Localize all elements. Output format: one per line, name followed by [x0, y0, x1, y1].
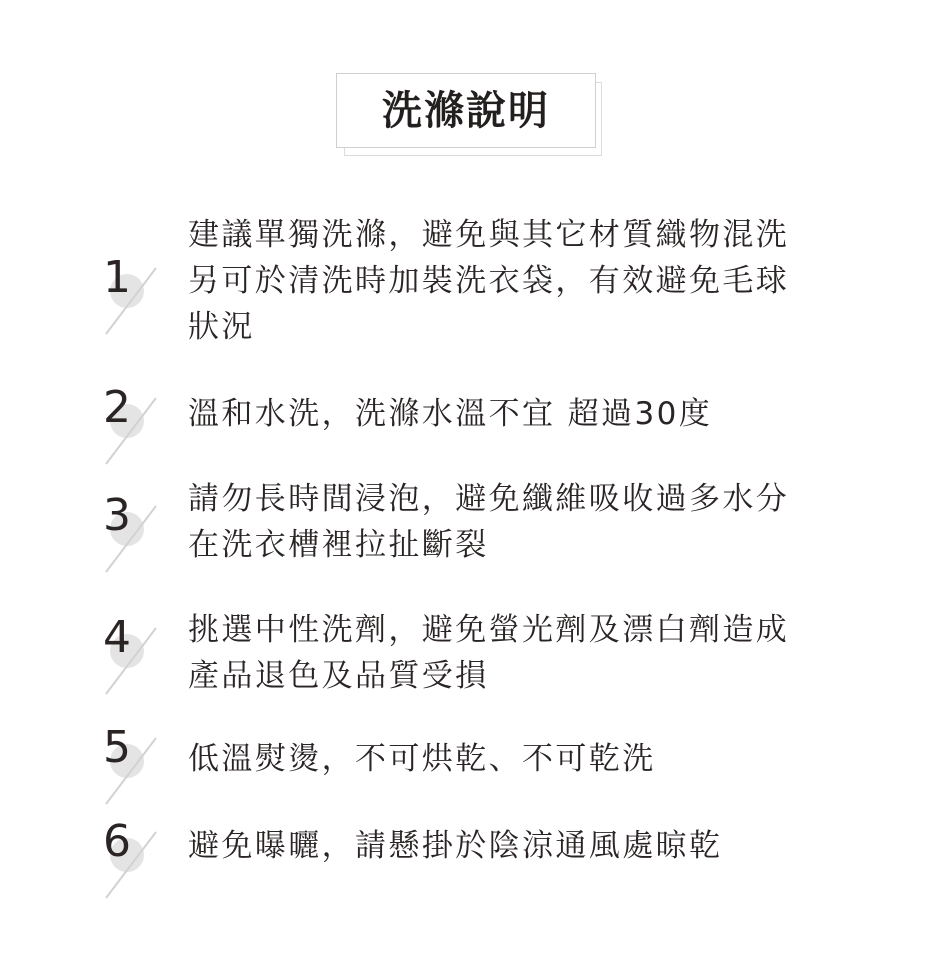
- item-text: [188, 607, 878, 699]
- item-number: 5: [103, 722, 131, 773]
- item-line: 建議單獨洗滌，避免與其它材質織物混洗: [188, 217, 790, 253]
- number-marker-5: [96, 722, 166, 822]
- title-frame: [336, 73, 604, 159]
- item-text: [188, 736, 878, 782]
- item-number: 1: [103, 252, 131, 303]
- item-text: [188, 476, 878, 568]
- item-text: [188, 212, 878, 350]
- item-line: 溫和水洗，洗滌水溫不宜 超過30度: [188, 396, 713, 432]
- page-title: 洗滌說明: [382, 87, 550, 134]
- item-text: [188, 391, 878, 437]
- item-line: 請勿長時間浸泡，避免纖維吸收過多水分: [188, 481, 790, 517]
- item-line: 挑選中性洗劑，避免螢光劑及漂白劑造成: [188, 612, 790, 648]
- item-line: 產品退色及品質受損: [188, 658, 489, 694]
- number-marker-6: [96, 816, 166, 916]
- item-line: 在洗衣槽裡拉扯斷裂: [188, 527, 489, 563]
- number-marker-2: [96, 382, 166, 482]
- item-number: 3: [103, 490, 131, 541]
- item-line: 狀況: [188, 309, 255, 345]
- item-line: 低溫熨燙，不可烘乾、不可乾洗: [188, 741, 656, 777]
- item-line: 避免曝曬，請懸掛於陰涼通風處晾乾: [188, 828, 723, 864]
- item-line: 另可於清洗時加裝洗衣袋，有效避免毛球: [188, 263, 790, 299]
- item-number: 4: [103, 612, 131, 663]
- number-marker-1: [96, 252, 166, 352]
- title-box: [336, 73, 596, 148]
- item-number: 6: [103, 816, 131, 867]
- item-text: [188, 823, 878, 869]
- item-number: 2: [103, 382, 131, 433]
- number-marker-3: [96, 490, 166, 590]
- number-marker-4: [96, 612, 166, 712]
